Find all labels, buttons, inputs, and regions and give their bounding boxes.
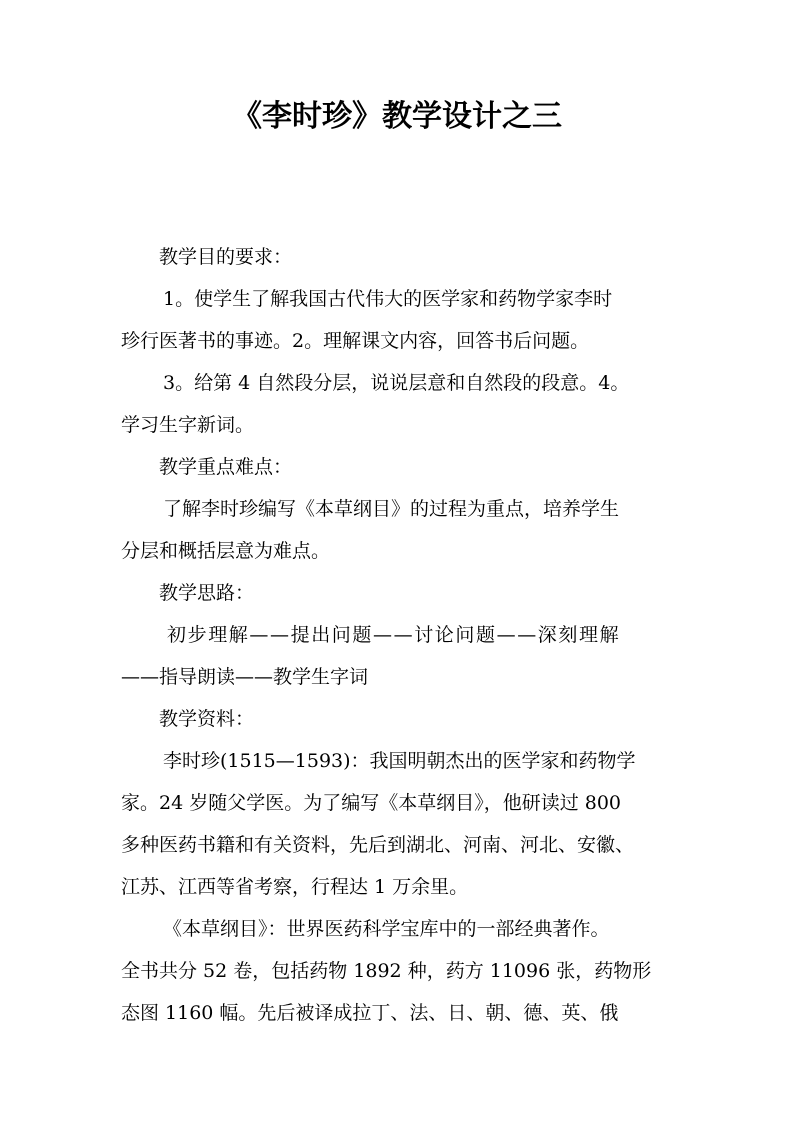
text-line: 珍行医著书的事迹。2。理解课文内容，回答书后问题。 (121, 330, 590, 352)
text-line: 家。24 岁随父学医。为了编写《本草纲目》，他研读过 800 (121, 792, 622, 814)
paragraph-objective-1-2 (121, 278, 677, 362)
paragraph-li-shizhen-bio (121, 740, 677, 908)
text-line: 学习生字新词。 (121, 414, 255, 436)
section-label-materials: 教学资料： (159, 708, 255, 730)
section-label-objectives: 教学目的要求： (159, 246, 293, 268)
section-label-key-points: 教学重点难点： (159, 456, 293, 478)
text-line: 江苏、江西等省考察，行程达 1 万余里。 (121, 876, 469, 898)
text-line: 态图 1160 幅。先后被译成拉丁、法、日、朝、德、英、俄 (121, 1002, 619, 1024)
paragraph-objective-3-4 (121, 362, 677, 446)
document-body (121, 236, 677, 1034)
document-title: 《李时珍》教学设计之三 (232, 99, 562, 134)
text-line: 1。使学生了解我国古代伟大的医学家和药物学家李时 (163, 288, 613, 310)
paragraph-key-points (121, 488, 677, 572)
paragraph-approach (121, 614, 677, 698)
paragraph-bencao-gangmu (121, 908, 677, 1034)
text-line: 分层和概括层意为难点。 (121, 540, 331, 562)
text-line: 李时珍(1515—1593)：我国明朝杰出的医学家和药物学 (163, 750, 636, 772)
text-line: 了解李时珍编写《本草纲目》的过程为重点，培养学生 (163, 498, 620, 520)
text-line: ——指导朗读——教学生字词 (121, 666, 369, 688)
text-line: 全书共分 52 卷，包括药物 1892 种，药方 11096 张，药物形 (121, 960, 652, 982)
text-line: 《本草纲目》：世界医药科学宝库中的一部经典著作。 (163, 918, 610, 940)
section-label-approach: 教学思路： (159, 582, 255, 604)
text-line: 多种医药书籍和有关资料，先后到湖北、河南、河北、安徽、 (121, 834, 635, 856)
text-line: 3。给第 4 自然段分层，说说层意和自然段的段意。4。 (163, 372, 630, 394)
text-line: 初步理解——提出问题——讨论问题——深刻理解 (167, 624, 621, 646)
